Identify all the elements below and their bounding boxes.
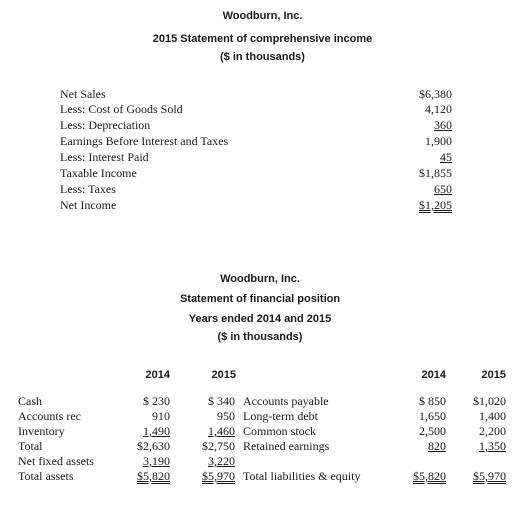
balance-company: Woodburn, Inc. [220,273,300,285]
asset-value-2015: $2,750 [202,439,235,453]
liability-value-2014: $ 850 [419,394,446,408]
year-header-2015: 2015 [211,369,236,381]
income-value: 650 [434,182,452,196]
asset-label: Total [18,439,43,453]
income-label: Less: Depreciation [60,118,151,132]
liability-value-2014: 2,500 [419,424,446,438]
asset-label: Total assets [18,469,74,483]
asset-label: Accounts rec [18,409,81,423]
income-value: $6,380 [419,87,452,101]
year-header-2015: 2015 [481,369,506,381]
asset-value-2015: $ 340 [208,394,235,408]
income-value: 45 [440,150,452,164]
income-label: Less: Interest Paid [60,150,149,164]
asset-value-2015: 950 [217,409,235,423]
asset-value-2014: $5,820 [137,469,170,483]
income-value: $1,205 [419,198,452,212]
asset-value-2015: 3,220 [208,454,235,468]
liability-value-2015: 1,350 [479,439,506,453]
liability-label: Retained earnings [243,439,330,453]
income-units: ($ in thousands) [220,51,305,63]
liability-value-2014: 820 [428,439,446,453]
asset-value-2015: 1,460 [208,424,235,438]
income-label: Net Sales [60,87,106,101]
income-company: Woodburn, Inc. [222,10,303,22]
asset-value-2014: $2,630 [137,439,170,453]
liability-label: Accounts payable [243,394,329,408]
total-liabilities-label: Total liabilities & equity [243,469,361,483]
balance-units: ($ in thousands) [217,331,303,343]
income-label: Net Income [60,198,117,212]
balance-title: Statement of financial position [179,293,341,305]
year-header-2014: 2014 [421,369,446,381]
asset-value-2014: $ 230 [143,394,170,408]
income-title: 2015 Statement of comprehensive income [152,33,373,45]
liability-value-2014: 1,650 [419,409,446,423]
asset-label: Inventory [18,424,65,438]
liability-value-2015: 1,400 [479,409,506,423]
asset-label: Net fixed assets [18,454,94,468]
total-liabilities-2014: $5,820 [413,469,446,483]
income-value: 1,900 [425,134,452,148]
year-header-2014: 2014 [145,369,170,381]
liability-value-2015: $1,020 [473,394,506,408]
liability-label: Long-term debt [243,409,318,423]
asset-label: Cash [18,394,42,408]
income-label: Less: Cost of Goods Sold [60,102,183,116]
asset-value-2014: 3,190 [143,454,170,468]
liability-value-2015: 2,200 [479,424,506,438]
total-liabilities-2015: $5,970 [473,469,506,483]
income-value: 360 [434,118,452,132]
liability-label: Common stock [243,424,317,438]
income-value: 4,120 [425,102,452,116]
income-label: Earnings Before Interest and Taxes [60,134,229,148]
balance-subtitle: Years ended 2014 and 2015 [188,313,332,325]
income-value: $1,855 [419,166,452,180]
income-label: Less: Taxes [60,182,116,196]
asset-value-2015: $5,970 [202,469,235,483]
asset-value-2014: 910 [152,409,170,423]
asset-value-2014: 1,490 [143,424,170,438]
income-label: Taxable Income [60,166,137,180]
